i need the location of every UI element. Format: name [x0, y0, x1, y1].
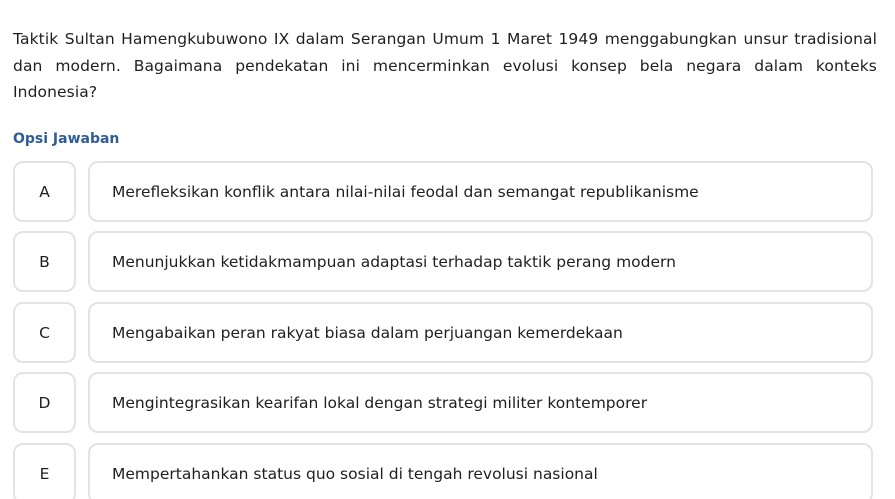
option-e-letter[interactable]: E	[13, 443, 76, 499]
option-e[interactable]	[13, 443, 877, 499]
option-d-text[interactable]: Mengintegrasikan kearifan lokal dengan strategi militer kontemporer	[88, 372, 873, 433]
option-b[interactable]	[13, 231, 877, 292]
option-a[interactable]	[13, 161, 877, 222]
option-d-letter[interactable]: D	[13, 372, 76, 433]
option-b-text[interactable]: Menunjukkan ketidakmampuan adaptasi terhadap taktik perang modern	[88, 231, 873, 292]
option-c-letter[interactable]: C	[13, 302, 76, 363]
options-title: Opsi Jawaban	[13, 131, 120, 147]
option-d[interactable]	[13, 372, 877, 433]
option-e-text[interactable]: Mempertahankan status quo sosial di tengah revolusi nasional	[88, 443, 873, 499]
option-a-letter[interactable]: A	[13, 161, 76, 222]
option-c-text[interactable]: Mengabaikan peran rakyat biasa dalam perjuangan kemerdekaan	[88, 302, 873, 363]
option-a-text[interactable]: Merefleksikan konflik antara nilai-nilai feodal dan semangat republikanisme	[88, 161, 873, 222]
option-b-letter[interactable]: B	[13, 231, 76, 292]
question-text: Taktik Sultan Hamengkubuwono IX dalam Serangan Umum 1 Maret 1949 menggabungkan unsur tradisional dan modern. Bagaimana pendekatan ini mencerminkan evolusi konsep bela negara dalam konteks Indonesia?	[13, 30, 877, 101]
option-c[interactable]	[13, 302, 877, 363]
